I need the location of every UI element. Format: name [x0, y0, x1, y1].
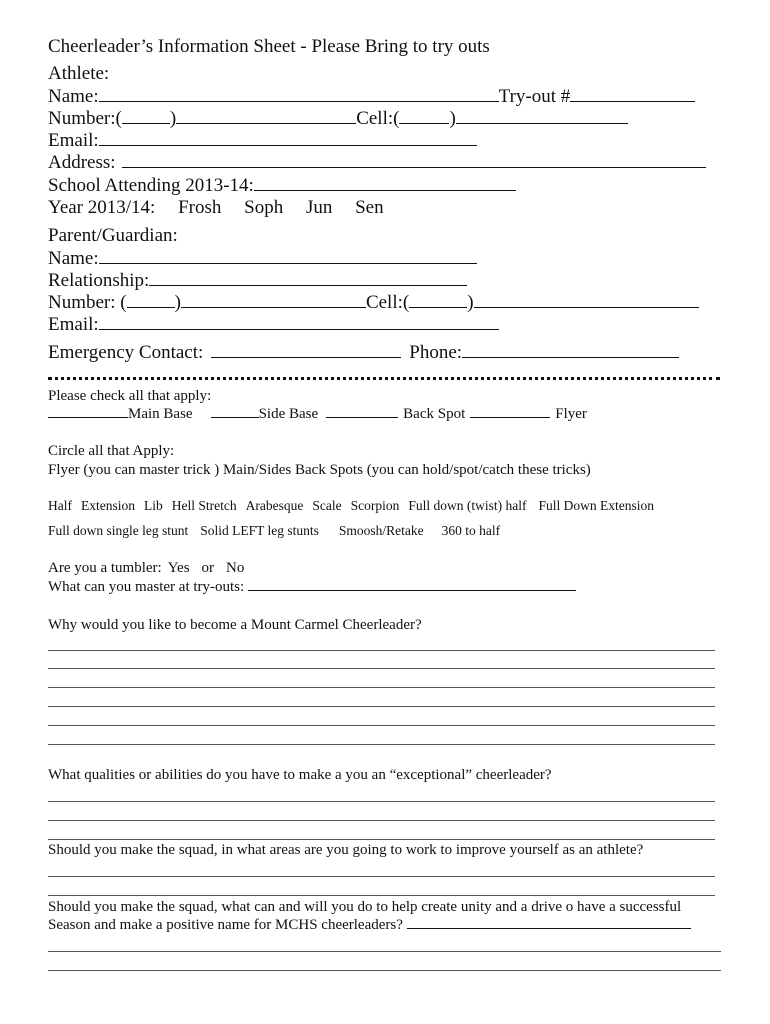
positions-heading: Please check all that apply: [48, 388, 212, 404]
answer-line[interactable] [48, 970, 721, 971]
skill-scale[interactable]: Scale [312, 498, 342, 513]
school-field[interactable] [254, 175, 516, 191]
master-label: What can you master at try-outs: [48, 579, 245, 595]
skill-hell-stretch[interactable]: Hell Stretch [171, 498, 237, 513]
year-option-jun[interactable]: Jun [305, 197, 333, 218]
skill-full-down-twist-half[interactable]: Full down (twist) half [408, 498, 527, 513]
athlete-email-field[interactable] [99, 130, 477, 146]
answer-line[interactable] [48, 876, 715, 877]
answer-line[interactable] [48, 895, 715, 896]
parent-email-label: Email: [48, 314, 99, 335]
athlete-number-paren: ) [169, 108, 177, 129]
athlete-heading: Athlete: [48, 63, 110, 84]
answer-line[interactable] [48, 951, 721, 952]
circle-heading: Circle all that Apply: [48, 443, 175, 459]
tumbler-no[interactable]: No [226, 560, 245, 576]
athlete-cell-label: Cell:( [356, 108, 400, 129]
parent-cell-label: Cell:( [365, 292, 410, 313]
question-1: Why would you like to become a Mount Carmel Cheerleader? [48, 617, 422, 633]
question-2: What qualities or abilities do you have to make a you an “exceptional” cheerleader? [48, 767, 552, 783]
tumbler-yes[interactable]: Yes [167, 560, 190, 576]
parent-cell-field[interactable] [474, 292, 699, 308]
answer-line[interactable] [48, 706, 715, 707]
athlete-number-row [48, 108, 628, 130]
answer-line[interactable] [407, 917, 691, 929]
relationship-field[interactable] [149, 270, 467, 286]
answer-line[interactable] [48, 668, 715, 669]
answer-line[interactable] [48, 801, 715, 802]
master-field[interactable] [248, 579, 576, 591]
athlete-email-row [48, 130, 477, 152]
athlete-cell-area-field[interactable] [399, 108, 449, 124]
athlete-name-field[interactable] [99, 86, 499, 102]
positions-row [48, 405, 587, 423]
athlete-number-field[interactable] [176, 108, 356, 124]
tumbler-row [48, 559, 244, 577]
tumbler-question: Are you a tumbler: [48, 560, 162, 576]
skill-smoosh-retake[interactable]: Smoosh/Retake [338, 523, 424, 538]
skills-row-2 [48, 523, 500, 539]
parent-email-row [48, 314, 499, 336]
year-option-soph[interactable]: Soph [244, 197, 284, 218]
year-row [48, 197, 384, 219]
parent-heading: Parent/Guardian: [48, 225, 178, 246]
skill-lib[interactable]: Lib [144, 498, 163, 513]
emergency-row [48, 342, 679, 364]
parent-cell-area-field[interactable] [409, 292, 467, 308]
athlete-cell-paren: ) [449, 108, 456, 129]
flyer-checkbox[interactable] [470, 406, 550, 418]
position-flyer: Flyer [555, 406, 587, 422]
athlete-address-field[interactable] [122, 152, 706, 168]
emergency-label: Emergency Contact: [48, 342, 204, 363]
dotted-separator [48, 377, 720, 380]
skill-360-to-half[interactable]: 360 to half [441, 523, 501, 538]
position-side-base: Side Base [258, 406, 319, 422]
question-4-line-1: Should you make the squad, what can and will you do to help create unity and a drive o have a successful [48, 899, 682, 915]
year-option-sen[interactable]: Sen [355, 197, 384, 218]
parent-name-label: Name: [48, 248, 99, 269]
question-4-line-2 [48, 916, 691, 934]
position-back-spot: Back Spot [403, 406, 466, 422]
main-base-checkbox[interactable] [48, 406, 128, 418]
year-option-frosh[interactable]: Frosh [178, 197, 222, 218]
page-title: Cheerleader’s Information Sheet - Please Bring to try outs [48, 36, 490, 57]
tumbler-or: or [201, 560, 215, 576]
athlete-cell-field[interactable] [456, 108, 628, 124]
answer-line[interactable] [48, 687, 715, 688]
answer-line[interactable] [48, 839, 715, 840]
tryout-label: Try-out # [498, 86, 571, 107]
side-base-checkbox[interactable] [211, 406, 259, 418]
question-4-text: Season and make a positive name for MCHS cheerleaders? [48, 917, 403, 933]
skill-extension[interactable]: Extension [81, 498, 135, 513]
athlete-address-label: Address: [48, 152, 116, 173]
answer-line[interactable] [48, 820, 715, 821]
skill-solid-left-leg[interactable]: Solid LEFT leg stunts [200, 523, 319, 538]
parent-number-label: Number: ( [48, 292, 127, 313]
athlete-name-row [48, 86, 695, 108]
athlete-address-row [48, 152, 706, 174]
skills-row-1 [48, 498, 654, 514]
emergency-contact-field[interactable] [211, 342, 401, 358]
position-main-base: Main Base [128, 406, 193, 422]
skill-arabesque[interactable]: Arabesque [245, 498, 304, 513]
relationship-row [48, 270, 467, 292]
school-label: School Attending 2013-14: [48, 175, 254, 196]
athlete-name-label: Name: [48, 86, 99, 107]
tryout-number-field[interactable] [570, 86, 695, 102]
question-3: Should you make the squad, in what areas are you going to work to improve yourself as an athlete? [48, 842, 644, 858]
skill-scorpion[interactable]: Scorpion [350, 498, 400, 513]
school-row [48, 175, 516, 197]
phone-label: Phone: [409, 342, 463, 363]
back-spot-checkbox[interactable] [326, 406, 398, 418]
skill-full-down-single-leg[interactable]: Full down single leg stunt [48, 523, 189, 538]
parent-email-field[interactable] [99, 314, 499, 330]
athlete-area-code-field[interactable] [122, 108, 170, 124]
answer-line[interactable] [48, 650, 715, 651]
emergency-phone-field[interactable] [462, 342, 679, 358]
skill-half[interactable]: Half [48, 498, 72, 513]
master-row [48, 578, 576, 596]
parent-number-field[interactable] [181, 292, 366, 308]
parent-name-row [48, 248, 477, 270]
skill-full-down-extension[interactable]: Full Down Extension [538, 498, 654, 513]
answer-line[interactable] [48, 725, 715, 726]
relationship-label: Relationship: [48, 270, 150, 291]
parent-number-row [48, 292, 699, 314]
parent-area-code-field[interactable] [127, 292, 175, 308]
answer-line[interactable] [48, 744, 715, 745]
athlete-email-label: Email: [48, 130, 99, 151]
circle-subheading: Flyer (you can master trick ) Main/Sides Back Spots (you can hold/spot/catch these tricks) [48, 462, 591, 478]
parent-name-field[interactable] [99, 248, 477, 264]
athlete-number-label: Number:( [48, 108, 122, 129]
parent-cell-paren: ) [467, 292, 474, 313]
parent-number-paren: ) [174, 292, 181, 313]
year-label: Year 2013/14: [48, 197, 156, 218]
